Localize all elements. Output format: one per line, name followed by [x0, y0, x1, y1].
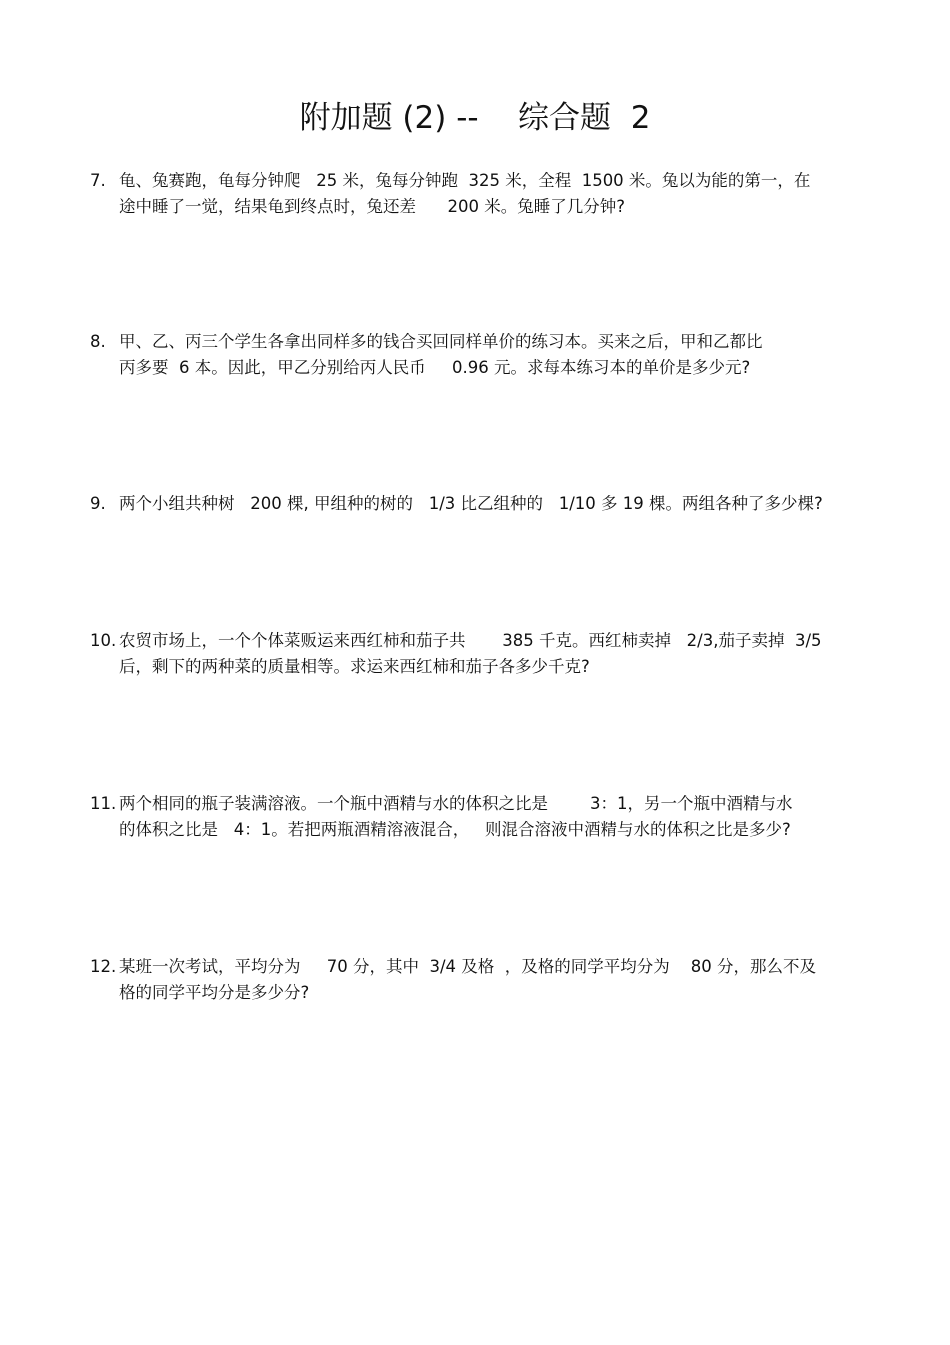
question-text-line: 格的同学平均分是多少分?: [119, 983, 310, 1002]
question-text-line: 龟、兔赛跑，龟每分钟爬 25 米，兔每分钟跑 325 米，全程 1500 米。兔以为能的第一，在: [119, 171, 811, 190]
question-10: [90, 628, 880, 680]
question-text-line: 丙多要 6 本。因此，甲乙分别给丙人民币 0.96 元。求每本练习本的单价是多少元?: [119, 358, 751, 377]
question-text-line: 两个小组共种树 200 棵, 甲组种的树的 1/3 比乙组种的 1/10 多 19 棵。两组各种了多少棵?: [119, 494, 823, 513]
question-text-line: 某班一次考试，平均分为 70 分，其中 3/4 及格 ，及格的同学平均分为 80 分，那么不及: [119, 957, 816, 976]
question-11: [90, 791, 880, 843]
page-title: 附加题 (2) -- 综合题 2: [299, 100, 651, 136]
question-number: 10.: [90, 631, 117, 650]
question-text-line: 农贸市场上，一个个体菜贩运来西红柿和茄子共 385 千克。西红柿卖掉 2/3,茄子卖掉 3/5: [119, 631, 822, 650]
question-number: 8.: [90, 332, 106, 351]
question-8: [90, 329, 880, 381]
question-number: 9.: [90, 494, 106, 513]
question-text-line: 甲、乙、丙三个学生各拿出同样多的钱合买回同样单价的练习本。买来之后，甲和乙都比: [119, 332, 763, 351]
question-number: 12.: [90, 957, 117, 976]
question-12: [90, 954, 880, 1006]
question-text-line: 两个相同的瓶子装满溶液。一个瓶中酒精与水的体积之比是 3：1，另一个瓶中酒精与水: [119, 794, 793, 813]
question-text-line: 后，剩下的两种菜的质量相等。求运来西红柿和茄子各多少千克?: [119, 657, 590, 676]
question-number: 7.: [90, 171, 106, 190]
question-text-line: 途中睡了一觉，结果龟到终点时，兔还差 200 米。兔睡了几分钟?: [119, 197, 625, 216]
question-number: 11.: [90, 794, 117, 813]
question-7: [90, 168, 880, 220]
question-text-line: 的体积之比是 4：1。若把两瓶酒精溶液混合， 则混合溶液中酒精与水的体积之比是多少?: [119, 820, 791, 839]
question-9: [90, 491, 880, 517]
